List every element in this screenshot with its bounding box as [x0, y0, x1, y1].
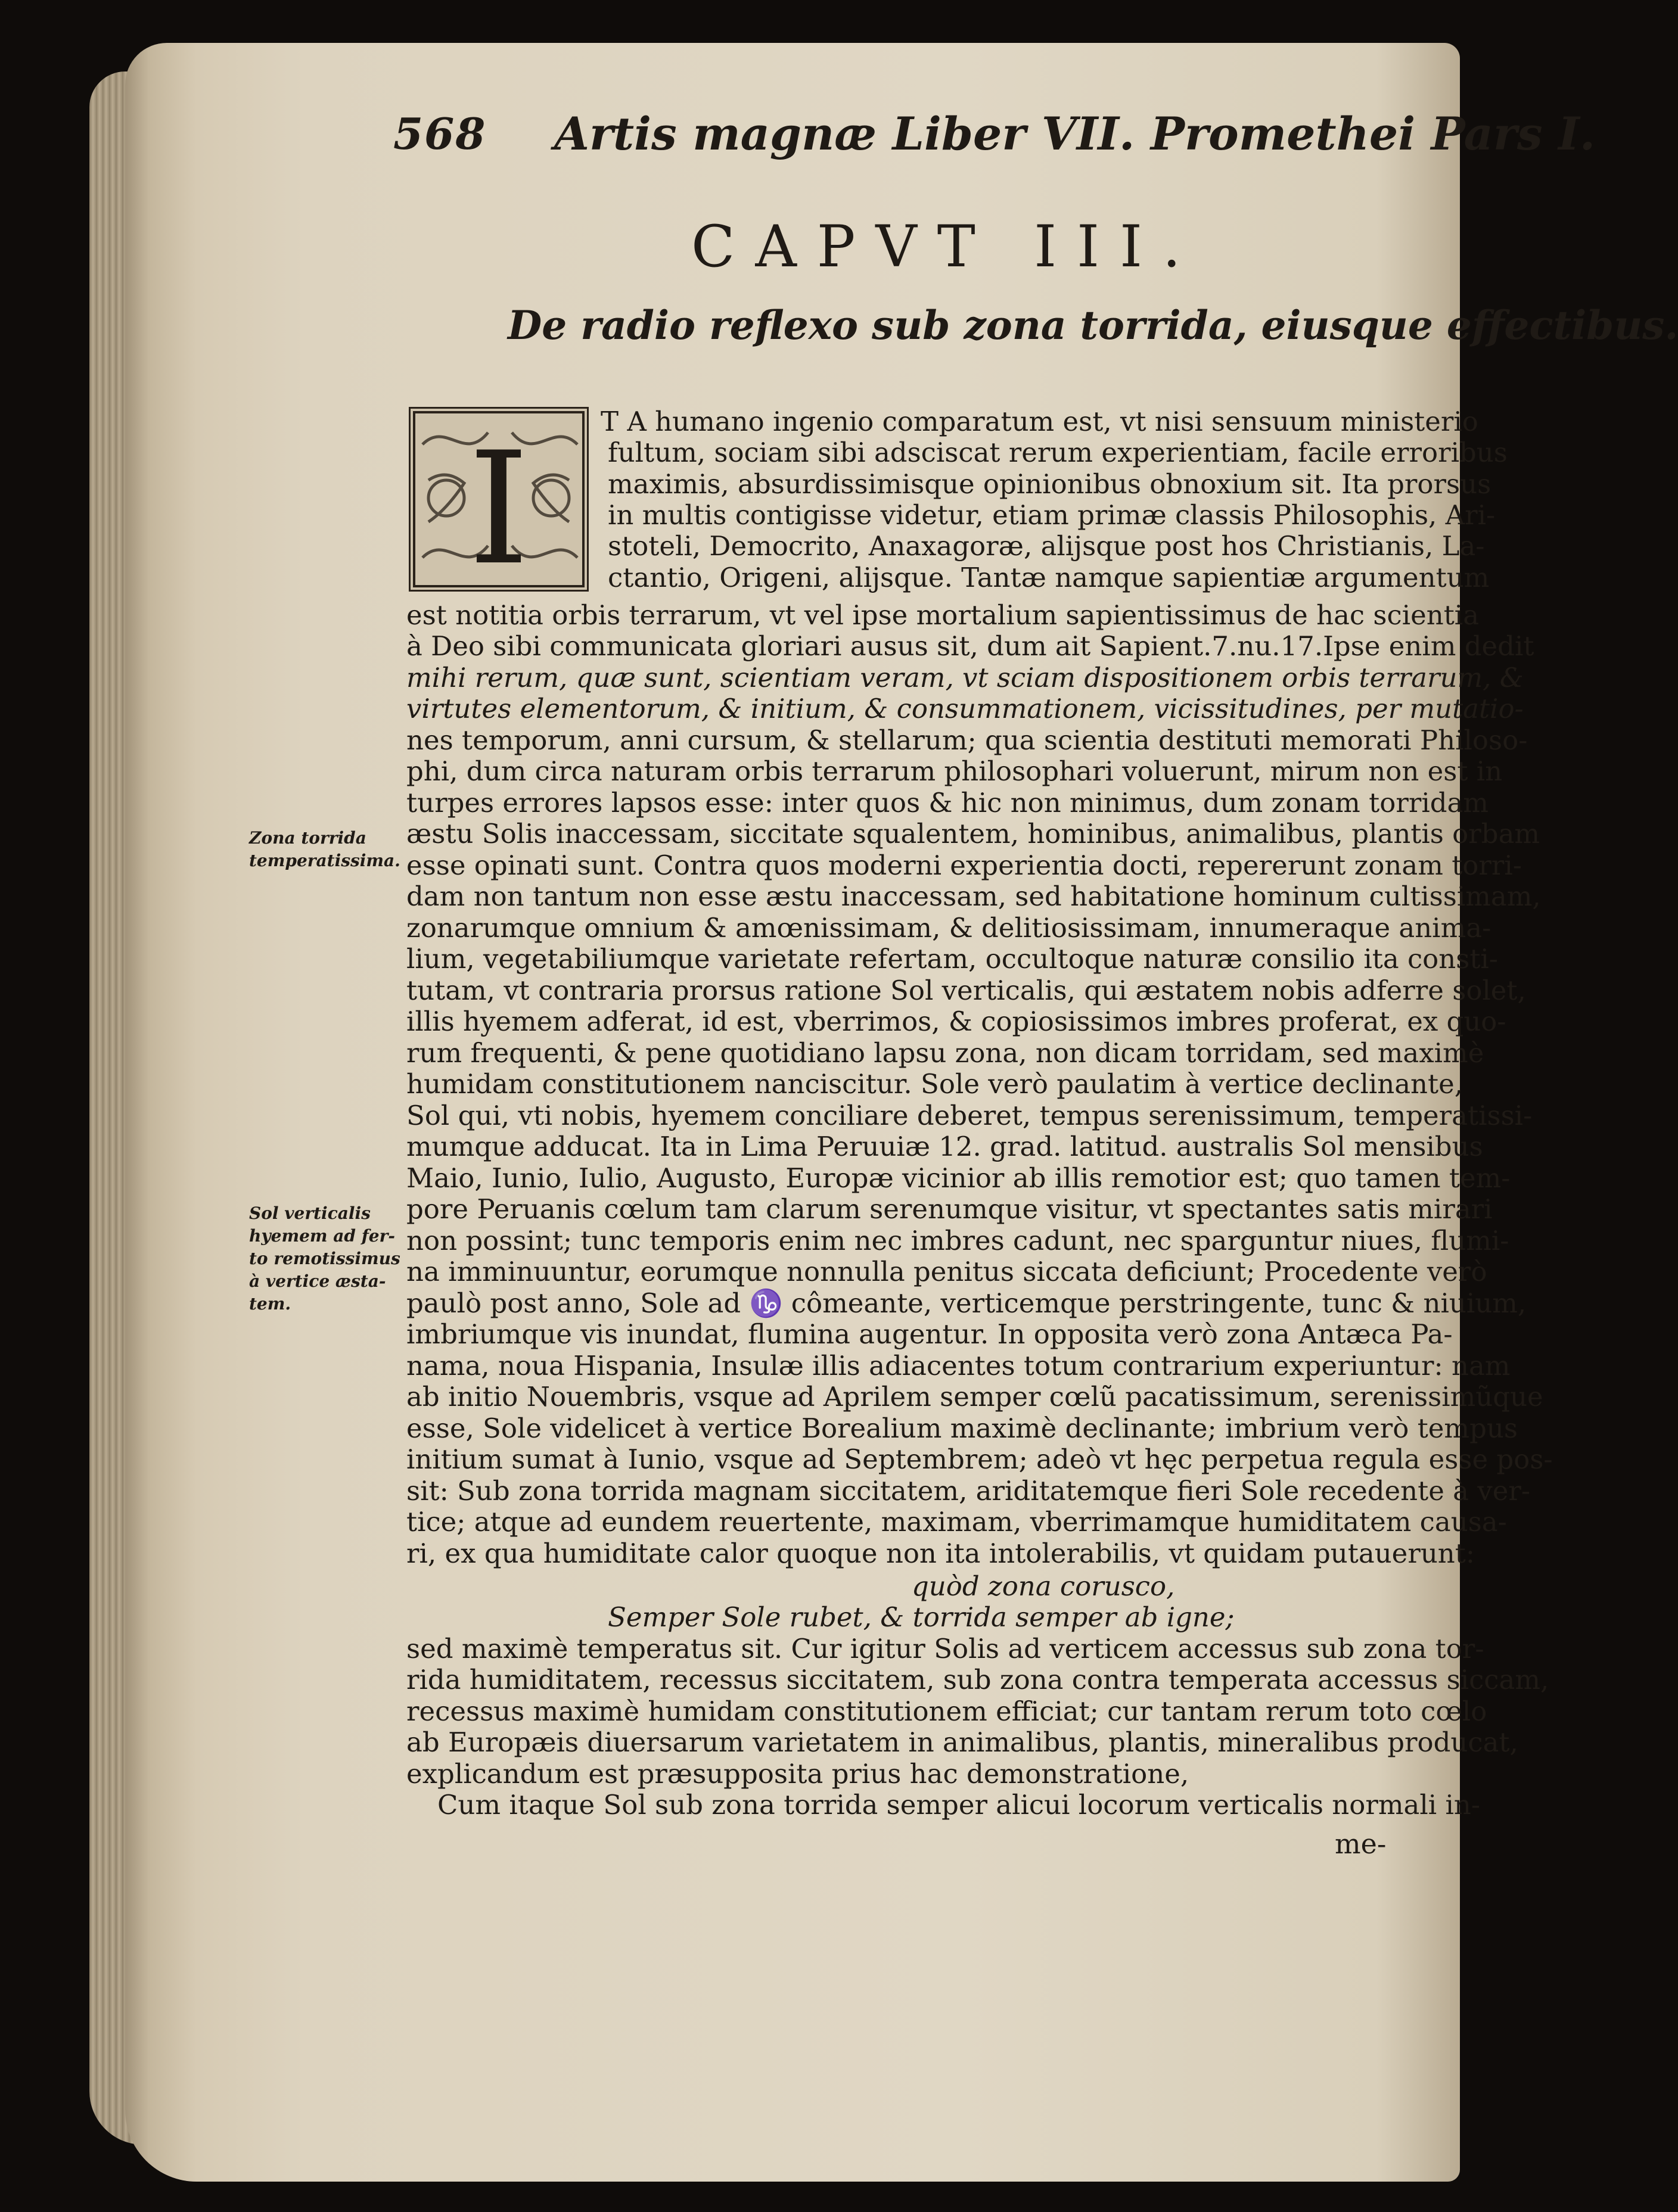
text-line: tutam, vt contraria prorsus ratione Sol verticalis, qui æstatem nobis adferre solet,: [406, 975, 1526, 1006]
text-line: tice; atque ad eundem reuertente, maximam, vberrimamque humiditatem causa-: [406, 1506, 1507, 1538]
decorated-initial: [409, 407, 589, 599]
text-line: in multis contigisse videtur, etiam primæ classis Philosophis, Ari-: [608, 499, 1496, 531]
text-line: æstu Solis inaccessam, siccitate squalentem, hominibus, animalibus, plantis orbam: [406, 818, 1540, 850]
margin-note-line: hyemem ad fer-: [249, 1226, 395, 1246]
text-line: maximis, absurdissimisque opinionibus obnoxium sit. Ita prorsus: [608, 468, 1491, 500]
margin-note-line: temperatissima.: [249, 851, 400, 870]
text-line: Maio, Iunio, Iulio, Augusto, Europæ vicinior ab illis remotior est; quo tamen tem-: [406, 1162, 1511, 1194]
text-line: mihi rerum, quæ sunt, scientiam veram, vt sciam dispositionem orbis terrarum, &: [406, 662, 1524, 693]
margin-note-line: tem.: [249, 1294, 291, 1314]
text-line: à Deo sibi communicata gloriari ausus sit, dum ait Sapient.7.nu.17.Ipse enim dedit: [406, 630, 1534, 662]
text-line: ctantio, Origeni, alijsque. Tantæ namque sapientiæ argumentum: [608, 562, 1490, 593]
text-line: stoteli, Democrito, Anaxagoræ, alijsque post hos Christianis, La-: [608, 530, 1485, 562]
margin-note-line: à vertice æsta-: [249, 1271, 386, 1291]
ornament-icon: [411, 409, 587, 599]
text-line: pore Peruanis cœlum tam clarum serenumque visitur, vt spectantes satis mirari: [406, 1193, 1493, 1225]
verse-line: quòd zona corusco,: [912, 1570, 1175, 1602]
chapter-subtitle: De radio reflexo sub zona torrida, eiusque effectibus.: [508, 302, 1678, 349]
text-line: virtutes elementorum, & initium, & consummationem, vicissitudines, per mutatio-: [406, 693, 1524, 724]
text-line: est notitia orbis terrarum, vt vel ipse mortalium sapientissimus de hac scientia: [406, 599, 1480, 631]
text-line: phi, dum circa naturam orbis terrarum philosophari voluerunt, mirum non est in: [406, 755, 1503, 787]
text-line: na imminuuntur, eorumque nonnulla penitus siccata deficiunt; Procedente verò: [406, 1256, 1487, 1287]
margin-note-line: Sol verticalis: [249, 1203, 371, 1223]
text-line: initium sumat à Iunio, vsque ad Septembrem; adeò vt hęc perpetua regula esse pos-: [406, 1443, 1553, 1475]
text-line: esse opinati sunt. Contra quos moderni experientia docti, repererunt zonam torri-: [406, 850, 1522, 881]
text-line: non possint; tunc temporis enim nec imbres cadunt, nec sparguntur niues, flumi-: [406, 1225, 1509, 1256]
initial-letter: I: [468, 419, 530, 599]
text-line: explicandum est præsupposita prius hac demonstratione,: [406, 1758, 1189, 1790]
text-line: fultum, sociam sibi adsciscat rerum experientiam, facile erroribus: [608, 437, 1508, 468]
text-line: sit: Sub zona torrida magnam siccitatem, ariditatemque fieri Sole recedente à ver-: [406, 1475, 1531, 1507]
catchword: me-: [1335, 1828, 1387, 1860]
text-line: T A humano ingenio comparatum est, vt nisi sensuum ministerio: [601, 406, 1478, 437]
text-line: nama, noua Hispania, Insulæ illis adiacentes totum contrarium experiuntur: nam: [406, 1350, 1511, 1382]
text-line: dam non tantum non esse æstu inaccessam, sed habitatione hominum cultissimam,: [406, 881, 1541, 912]
margin-note-line: to remotissimus: [249, 1249, 400, 1268]
text-line: sed maximè temperatus sit. Cur igitur Solis ad verticem accessus sub zona tor-: [406, 1633, 1484, 1665]
text-line: rum frequenti, & pene quotidiano lapsu zona, non dicam torridam, sed maximè: [406, 1037, 1484, 1069]
page-number: 568: [393, 108, 487, 159]
text-line: Cum itaque Sol sub zona torrida semper alicui locorum verticalis normali in-: [437, 1789, 1481, 1821]
text-line: Sol qui, vti nobis, hyemem conciliare deberet, tempus serenissimum, temperatissi-: [406, 1100, 1533, 1131]
text-line: mumque adducat. Ita in Lima Peruuiæ 12. grad. latitud. australis Sol mensibus: [406, 1131, 1483, 1162]
text-line: turpes errores lapsos esse: inter quos & hic non minimus, dum zonam torridam: [406, 787, 1489, 819]
text-line: paulò post anno, Sole ad ♑ cômeante, verticemque perstringente, tunc & niuium,: [406, 1287, 1527, 1319]
running-title: Artis magnæ Liber VII. Promethei Pars I.: [554, 107, 1596, 160]
text-line: ab initio Nouembris, vsque ad Aprilem semper cœlũ pacatissimum, serenissimũque: [406, 1381, 1543, 1413]
text-line: nes temporum, anni cursum, & stellarum; qua scientia destituti memorati Philoso-: [406, 724, 1528, 756]
verse-line: Semper Sole rubet, & torrida semper ab igne;: [608, 1601, 1235, 1633]
text-line: imbriumque vis inundat, flumina augentur. In opposita verò zona Antæca Pa-: [406, 1318, 1453, 1350]
text-line: humidam constitutionem nanciscitur. Sole verò paulatim à vertice declinante,: [406, 1068, 1463, 1100]
text-line: recessus maximè humidam constitutionem efficiat; cur tantam rerum toto cœlo: [406, 1695, 1487, 1727]
text-line: ri, ex qua humiditate calor quoque non ita intolerabilis, vt quidam putauerunt:: [406, 1538, 1475, 1569]
margin-note-line: Zona torrida: [249, 828, 366, 848]
text-line: illis hyemem adferat, id est, vberrimos, & copiosissimos imbres proferat, ex quo-: [406, 1006, 1506, 1037]
text-line: ab Europæis diuersarum varietatem in animalibus, plantis, mineralibus producat,: [406, 1726, 1518, 1758]
text-line: lium, vegetabiliumque varietate refertam, occultoque naturæ consilio ita consti-: [406, 943, 1499, 975]
chapter-heading: CAPVT III.: [691, 213, 1201, 280]
text-line: esse, Sole videlicet à vertice Borealium maximè declinante; imbrium verò tempus: [406, 1413, 1518, 1444]
text-line: rida humiditatem, recessus siccitatem, sub zona contra temperata accessus siccam,: [406, 1664, 1549, 1695]
text-line: zonarumque omnium & amœnissimam, & delitiosissimam, innumeraque anima-: [406, 912, 1491, 944]
